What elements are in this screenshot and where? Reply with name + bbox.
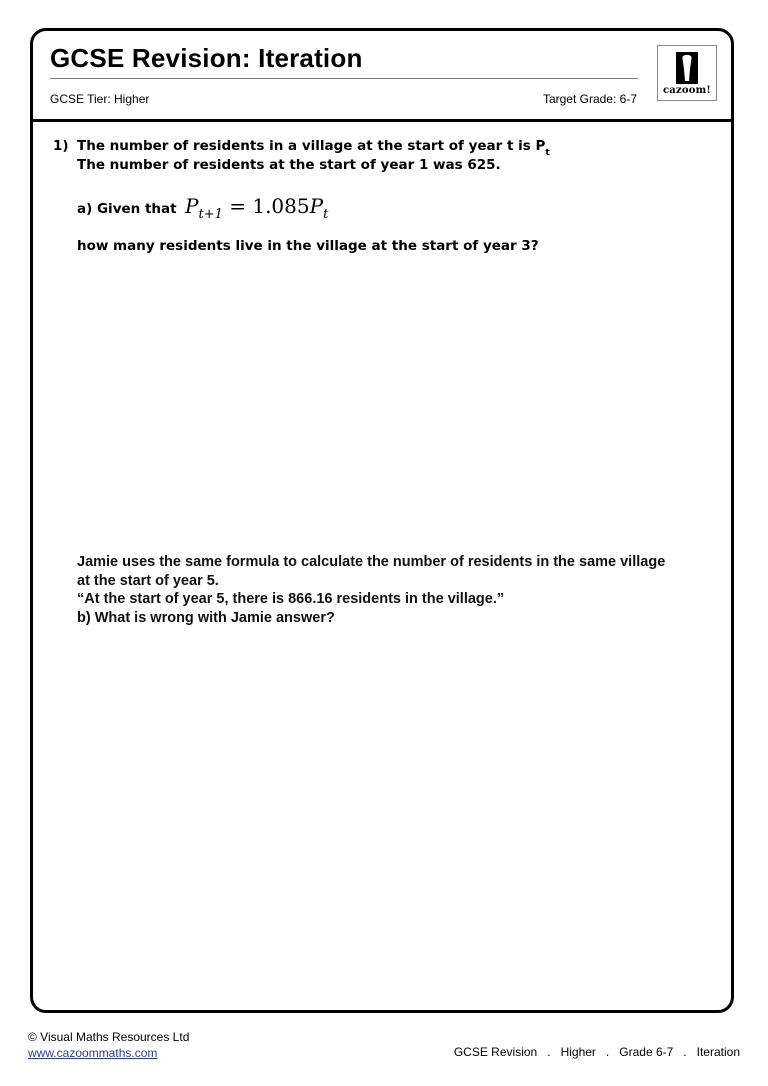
- worksheet-header: [33, 31, 731, 122]
- part-a-prefix: a) Given that: [77, 201, 177, 217]
- cazoom-logo: [657, 45, 717, 101]
- formula-lhs: P: [185, 194, 199, 218]
- separator: .: [547, 1045, 551, 1059]
- footer-left: [28, 1029, 189, 1061]
- website-link[interactable]: www.cazoommaths.com: [28, 1046, 158, 1060]
- formula-rhs-sub: t: [323, 207, 329, 222]
- part-a-question: how many residents live in the village at the start of year 3?: [77, 238, 539, 254]
- part-b-line: at the start of year 5.: [77, 572, 219, 589]
- question-text: The number of residents in a village at the start of year t is P: [77, 138, 546, 154]
- page-title: GCSE Revision: Iteration: [50, 43, 363, 73]
- part-b-line: b) What is wrong with Jamie answer?: [77, 609, 335, 626]
- part-b-line: Jamie uses the same formula to calculate the number of residents in the same village: [77, 554, 666, 570]
- glass-icon: [676, 52, 698, 84]
- header-divider: [50, 78, 638, 79]
- question-text-line2: The number of residents at the start of year 1 was 625.: [77, 157, 501, 173]
- target-grade-label: Target Grade: 6-7: [542, 92, 637, 106]
- separator: .: [683, 1045, 687, 1059]
- footer-tag: Iteration: [696, 1045, 740, 1059]
- subscript: t: [545, 148, 550, 158]
- formula-lhs-sub: t+1: [198, 207, 223, 222]
- part-b-line: “At the start of year 5, there is 866.16 residents in the village.”: [77, 591, 505, 607]
- part-b-text: [77, 553, 665, 627]
- tier-label: GCSE Tier: Higher: [50, 92, 150, 106]
- formula: [185, 194, 328, 222]
- copyright: © Visual Maths Resources Ltd: [28, 1030, 190, 1044]
- logo-text: cazoom!: [663, 85, 711, 96]
- question-text-line1: [77, 138, 550, 158]
- footer-tag: Grade 6-7: [619, 1045, 674, 1059]
- formula-rhs: P: [309, 194, 324, 218]
- separator: .: [605, 1045, 610, 1059]
- formula-coefficient: 1.085: [252, 194, 310, 218]
- footer-tag: Higher: [560, 1045, 596, 1059]
- footer-tag: GCSE Revision: [453, 1045, 538, 1059]
- footer-tags: [454, 1045, 740, 1059]
- question-number: 1): [53, 138, 69, 154]
- worksheet-frame: [30, 28, 734, 1013]
- formula-equals: =: [222, 194, 253, 218]
